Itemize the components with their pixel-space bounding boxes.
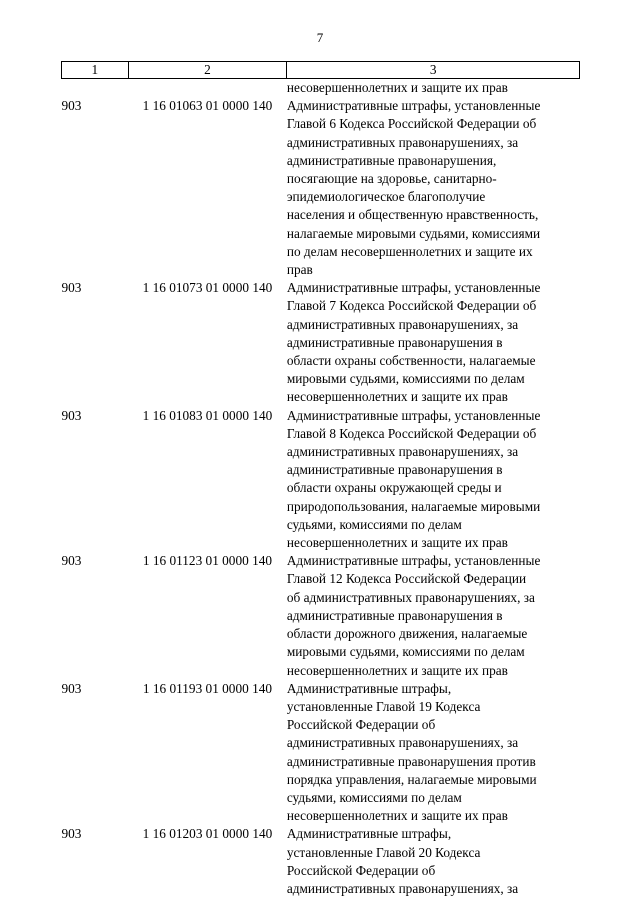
description-line: природопользования, налагаемые мировыми [286, 498, 541, 514]
description-line: мировыми судьями, комиссиями по делам [286, 371, 525, 387]
continuation-row [62, 79, 580, 98]
admin-code-cell: 903 [61, 680, 82, 696]
description-cell [287, 279, 580, 406]
budget-code-cell: 1 16 01083 01 0000 140 [142, 407, 273, 423]
description-line: административные правонарушения в [286, 462, 503, 478]
description-cell [287, 552, 580, 679]
page-number: 7 [316, 30, 324, 45]
description-line: области охраны собственности, налагаемые [286, 353, 536, 369]
description-line: Главой 7 Кодекса Российской Федерации об [286, 298, 537, 314]
description-line: Главой 12 Кодекса Российской Федерации [286, 571, 527, 587]
budget-codes-table [61, 61, 580, 898]
description-line: Административные штрафы, [286, 826, 452, 842]
description-line: Российской Федерации об [286, 717, 436, 733]
description-line: несовершеннолетних и защите их прав [286, 80, 508, 95]
description-line: административных правонарушениях, за [286, 444, 519, 460]
description-cell [287, 825, 580, 898]
description-line: несовершеннолетних и защите их прав [286, 662, 508, 678]
description-line: Главой 8 Кодекса Российской Федерации об [286, 425, 537, 441]
table-row [62, 279, 580, 406]
description-line: несовершеннолетних и защите их прав [286, 808, 508, 824]
description-cell [287, 407, 580, 553]
budget-code-cell: 1 16 01203 01 0000 140 [142, 826, 273, 842]
description-line: установленные Главой 19 Кодекса [286, 698, 481, 714]
description-line: административные правонарушения в [286, 334, 503, 350]
description-line: Административные штрафы, установленные [286, 98, 541, 114]
description-line: Административные штрафы, [286, 680, 452, 696]
description-line: мировыми судьями, комиссиями по делам [286, 644, 525, 660]
admin-code-cell: 903 [61, 826, 82, 842]
description-line: Главой 6 Кодекса Российской Федерации об [286, 116, 537, 132]
column-header-2: 2 [128, 62, 287, 79]
table-row [62, 407, 580, 553]
table-row [62, 97, 580, 279]
description-line: прав [286, 262, 313, 278]
continuation-text [287, 79, 580, 98]
table-row [62, 825, 580, 898]
description-line: Российской Федерации об [286, 862, 436, 878]
description-line: эпидемиологическое благополучие [286, 189, 486, 205]
admin-code-cell: 903 [61, 407, 82, 423]
description-line: области дорожного движения, налагаемые [286, 626, 528, 642]
description-line: административных правонарушениях, за [286, 134, 519, 150]
description-line: посягающие на здоровье, санитарно- [286, 171, 497, 187]
description-line: несовершеннолетних и защите их прав [286, 389, 508, 405]
table-header [62, 62, 580, 79]
budget-code-cell: 1 16 01193 01 0000 140 [142, 680, 273, 696]
description-line: об административных правонарушениях, за [286, 589, 535, 605]
budget-code-cell: 1 16 01123 01 0000 140 [142, 553, 273, 569]
budget-code-cell: 1 16 01073 01 0000 140 [142, 280, 273, 296]
description-line: административных правонарушениях, за [286, 880, 519, 896]
admin-code-cell: 903 [61, 553, 82, 569]
header-row [62, 62, 580, 79]
description-line: несовершеннолетних и защите их прав [286, 535, 508, 551]
description-line: административные правонарушения, [286, 152, 497, 168]
admin-code-cell: 903 [61, 98, 82, 114]
description-line: административные правонарушения в [286, 607, 503, 623]
table-body [62, 79, 580, 899]
description-cell [287, 97, 580, 279]
description-line: порядка управления, налагаемые мировыми [286, 771, 537, 787]
column-header-3: 3 [287, 62, 580, 79]
description-line: Административные штрафы, установленные [286, 280, 541, 296]
table-row [62, 680, 580, 826]
description-line: Административные штрафы, установленные [286, 407, 541, 423]
description-line: административных правонарушениях, за [286, 316, 519, 332]
description-line: судьями, комиссиями по делам [286, 789, 462, 805]
description-line: установленные Главой 20 Кодекса [286, 844, 481, 860]
admin-code-cell: 903 [61, 280, 82, 296]
description-line: налагаемые мировыми судьями, комиссиями [286, 225, 541, 241]
description-line: области охраны окружающей среды и [286, 480, 502, 496]
table-row [62, 552, 580, 679]
budget-code-cell: 1 16 01063 01 0000 140 [142, 98, 273, 114]
column-header-1: 1 [62, 62, 129, 79]
description-line: административные правонарушения против [286, 753, 536, 769]
description-line: населения и общественную нравственность, [286, 207, 539, 223]
description-cell [287, 680, 580, 826]
description-line: административных правонарушениях, за [286, 735, 519, 751]
description-line: судьями, комиссиями по делам [286, 516, 462, 532]
description-line: Административные штрафы, установленные [286, 553, 541, 569]
description-line: по делам несовершеннолетних и защите их [286, 243, 533, 259]
